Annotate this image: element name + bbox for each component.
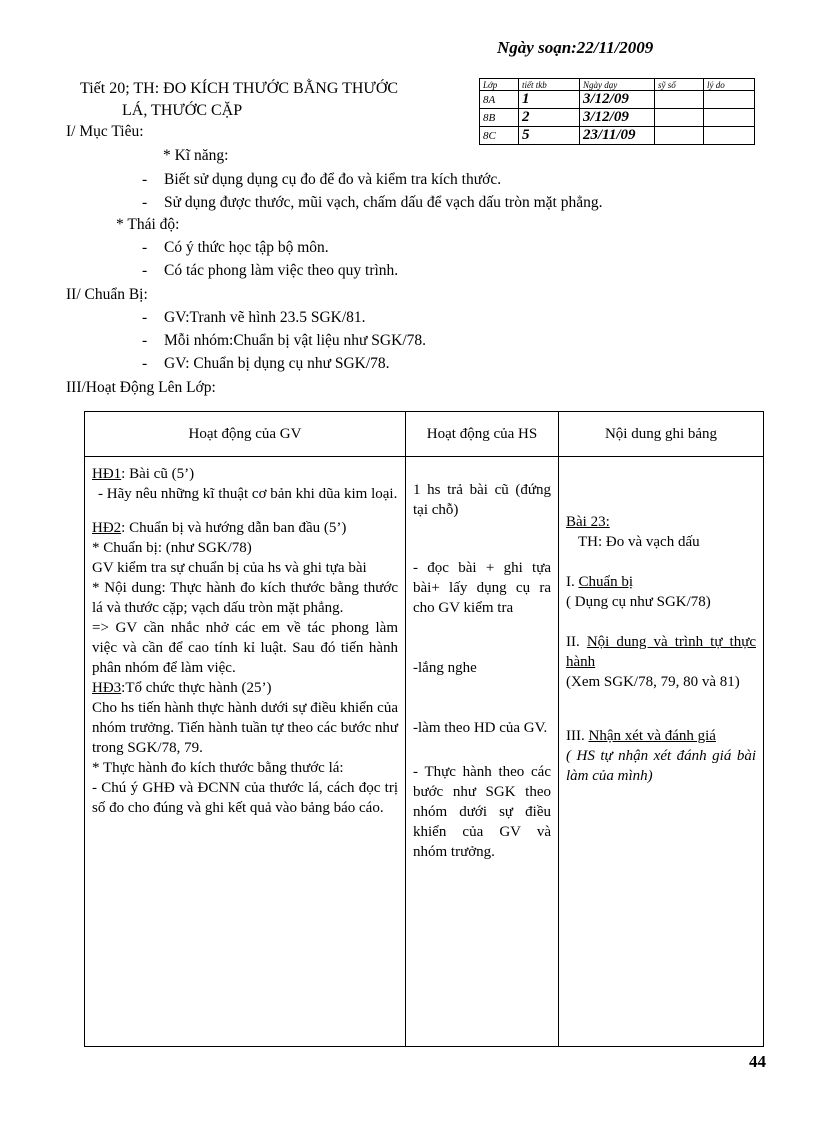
col-header-student: Hoạt động của HS (406, 412, 559, 457)
schedule-header: sỹ số (655, 79, 704, 91)
schedule-cell: 23/11/09 (580, 127, 655, 145)
schedule-header: tiết tkb (519, 79, 580, 91)
schedule-table (479, 78, 755, 145)
teacher-activity-cell (85, 457, 406, 1047)
schedule-row (480, 91, 755, 109)
title-line-1: Tiết 20; TH: ĐO KÍCH THƯỚC BẰNG THƯỚC (80, 80, 399, 97)
hd3-practice: * Thực hành đo kích thước bằng thước lá: (92, 760, 344, 776)
board-ii-title: Nội dung và trình tự thực hành (566, 634, 756, 670)
schedule-cell (704, 91, 755, 109)
section-2-title: II/ Chuẩn Bị: (66, 286, 148, 303)
board-i-title: Chuẩn bị (578, 574, 634, 590)
board-ii-text: (Xem SGK/78, 79, 80 và 81) (566, 674, 740, 690)
hd3-label: HĐ3 (92, 680, 122, 696)
schedule-cell: 8A (480, 91, 519, 109)
hs-follow: -làm theo HD của GV. (413, 720, 548, 736)
hd2-check: GV kiểm tra sự chuẩn bị của hs và ghi tựa bài (92, 560, 367, 576)
attitude-item: - Có ý thức học tập bộ môn. (142, 239, 329, 257)
hd2-prep: * Chuẩn bị: (như SGK/78) (92, 540, 252, 556)
schedule-header: Lớp (480, 79, 519, 91)
hd2-label: HĐ2 (92, 520, 122, 536)
skill-item: - Sử dụng được thước, mũi vạch, chấm dấu để vạch dấu tròn mặt phẳng. (142, 194, 602, 212)
schedule-cell: 1 (519, 91, 580, 109)
section-1-title: I/ Mục Tiêu: (66, 123, 144, 140)
schedule-cell (704, 109, 755, 127)
date-created: Ngày soạn:22/11/2009 (497, 38, 654, 57)
hs-practice: - Thực hành theo các bước như SGK theo nhóm dưới sự điều khiển của GV và nhóm trưởng. (413, 764, 551, 860)
hd2-content: * Nội dung: Thực hành đo kích thước bằng thước lá và thước cặp; vạch dấu tròn mặt phẳng. (92, 580, 398, 616)
prep-item: - GV:Tranh vẽ hình 23.5 SGK/81. (142, 309, 366, 327)
board-i-text: ( Dụng cụ như SGK/78) (566, 594, 711, 610)
hd1-label: HĐ1 (92, 466, 122, 482)
hs-read-lesson: - đọc bài + ghi tựa bài+ lấy dụng cụ ra cho GV kiểm tra (413, 560, 551, 616)
schedule-row (480, 109, 755, 127)
schedule-cell (704, 127, 755, 145)
schedule-header: Ngày dạy (580, 79, 655, 91)
schedule-cell: 8B (480, 109, 519, 127)
title-line-2: LÁ, THƯỚC CẶP (122, 102, 243, 119)
prep-item: - GV: Chuẩn bị dụng cụ như SGK/78. (142, 355, 390, 373)
hd2-remind: => GV cần nhắc nhở các em về tác phong làm việc và cần để cao tính kỉ luật. Sau đó tiến hành phân nhóm để làm việc. (92, 620, 398, 676)
page-number: 44 (749, 1052, 766, 1071)
schedule-header: lý do (704, 79, 755, 91)
student-activity-cell (406, 457, 559, 1047)
board-content-cell (559, 457, 764, 1047)
board-lesson-title: TH: Đo và vạch dấu (578, 534, 700, 550)
schedule-cell: 3/12/09 (580, 109, 655, 127)
section-3-title: III/Hoạt Động Lên Lớp: (66, 379, 216, 396)
hd3-title: :Tổ chức thực hành (25’) (121, 680, 272, 696)
hd3-text: Cho hs tiến hành thực hành dưới sự điều khiển của nhóm trưởng. Tiến hành tuần tự theo các bước như trong SGK/78, 79. (92, 700, 398, 756)
col-header-teacher: Hoạt động của GV (85, 412, 406, 457)
hd1-question: - Hãy nêu những kĩ thuật cơ bản khi dũa kim loại. (98, 486, 398, 502)
schedule-cell (655, 109, 704, 127)
schedule-cell (655, 127, 704, 145)
schedule-row (480, 127, 755, 145)
board-iii-prefix: III. (566, 728, 589, 744)
board-iii-title: Nhận xét và đánh giá (588, 728, 716, 744)
schedule-cell: 3/12/09 (580, 91, 655, 109)
board-lesson: Bài 23: (566, 514, 610, 530)
schedule-cell (655, 91, 704, 109)
board-i-prefix: I. (566, 574, 579, 590)
schedule-cell: 8C (480, 127, 519, 145)
schedule-cell: 2 (519, 109, 580, 127)
prep-item: - Mỗi nhóm:Chuẩn bị vật liệu như SGK/78. (142, 332, 426, 350)
hd2-title: : Chuẩn bị và hướng dẫn ban đầu (5’) (121, 520, 347, 536)
hd3-note: - Chú ý GHĐ và ĐCNN của thước lá, cách đọc trị số đo cho đúng và ghi kết quả vào bảng báo cáo. (92, 780, 398, 816)
skills-title: * Kĩ năng: (163, 147, 229, 164)
col-header-board: Nội dung ghi bảng (559, 412, 764, 457)
board-iii-text: ( HS tự nhận xét đánh giá bài làm của mình) (566, 748, 756, 784)
schedule-cell: 5 (519, 127, 580, 145)
board-ii-prefix: II. (566, 634, 587, 650)
hs-listen: -lắng nghe (413, 660, 477, 676)
activity-table (84, 411, 764, 1047)
attitude-title: * Thái độ: (116, 216, 180, 233)
attitude-item: - Có tác phong làm việc theo quy trình. (142, 262, 398, 280)
skill-item: - Biết sử dụng dụng cụ đo để đo và kiểm tra kích thước. (142, 171, 501, 189)
hd1-title: : Bài cũ (5’) (121, 466, 195, 482)
hs-answer-old: 1 hs trả bài cũ (đứng tại chỗ) (413, 482, 551, 518)
lesson-title (80, 78, 398, 122)
